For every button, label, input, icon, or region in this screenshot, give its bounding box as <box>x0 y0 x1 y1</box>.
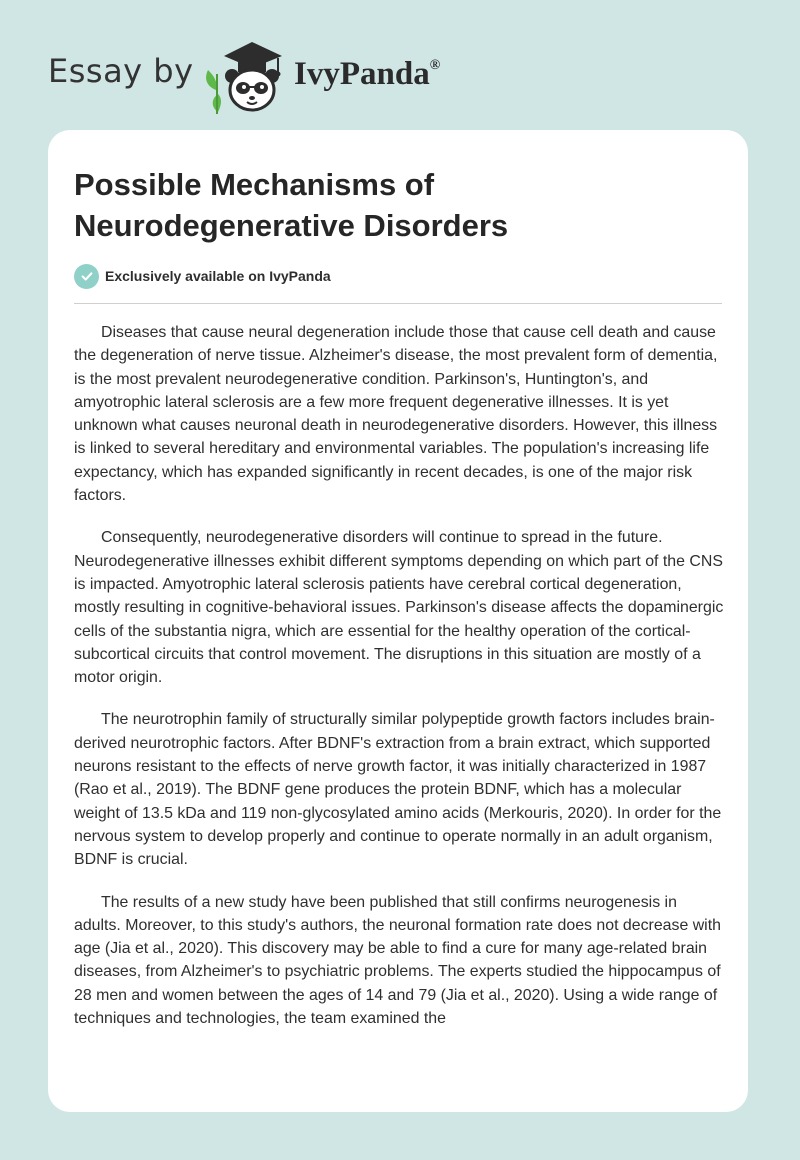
brand-name: IvyPanda® <box>294 56 441 92</box>
essay-title <box>74 164 714 246</box>
paragraph-2: Consequently, neurodegenerative disorders will continue to spread in the future. Neurodegenerative illnesses exhibit different symptoms depending on which part of the CNS is impacted. Amyotrophic lateral sclerosis patients have cerebral cortical degeneration, mostly resulting in cognitive-behavioral issues. Parkinson's disease affects the dopaminergic cells of the substantia nigra, which are essential for the healthy operation of the cortical-subcortical circuits that control movement. The disruptions in this situation are mostly of a motor origin. <box>74 529 724 687</box>
exclusive-badge <box>74 263 331 289</box>
essay-title-line-2: Neurodegenerative Disorders <box>74 208 509 243</box>
site-header-logo[interactable] <box>48 34 508 114</box>
panda-graduation-cap-icon <box>202 34 292 114</box>
exclusive-label: Exclusively available on IvyPanda <box>105 268 331 284</box>
registered-mark: ® <box>429 58 441 73</box>
essay-card <box>48 130 748 1112</box>
paragraph-4: The results of a new study have been published that still confirms neurogenesis in adults. Moreover, to this study's authors, the neuronal formation rate does not decrease with age (Jia et al., 2020). This discovery may be able to find a cure for many age-related brain diseases, from Alzheimer's to psychiatric problems. The experts studied the hippocampus of 28 men and women between the ages of 14 and 79 (Jia et al., 2020). Using a wide range of techniques and technologies, the team examined the <box>74 893 721 1028</box>
essay-title-line-1: Possible Mechanisms of <box>74 167 435 202</box>
brand-prefix: Essay by <box>48 52 194 90</box>
divider <box>74 303 722 304</box>
essay-body <box>74 321 726 1091</box>
paragraph-3: The neurotrophin family of structurally similar polypeptide growth factors includes brain-derived neurotrophic factors. After BDNF's extraction from a brain extract, which supported neurons resistant to the effects of nerve growth factor, it was initially characterized in 1987 (Rao et al., 2019). The BDNF gene produces the protein BDNF, which has a molecular weight of 13.5 kDa and 119 non-glycosylated amino acids (Merkouris, 2020). In order for the nervous system to develop properly and continue to operate normally in an adult organism, BDNF is crucial. <box>74 711 722 869</box>
paragraph-1: Diseases that cause neural degeneration include those that cause cell death and cause the degeneration of nerve tissue. Alzheimer's disease, the most prevalent form of dementia, is the most prevalent neurodegenerative condition. Parkinson's, Huntington's, and amyotrophic lateral sclerosis are a few more frequent degenerative illnesses. It is yet unknown what causes neuronal death in neurodegenerative disorders. However, this illness is linked to several hereditary and environmental variables. The population's increasing life expectancy, which has expanded significantly in recent decades, is one of the major risk factors. <box>74 324 718 505</box>
check-circle-icon <box>74 264 99 289</box>
